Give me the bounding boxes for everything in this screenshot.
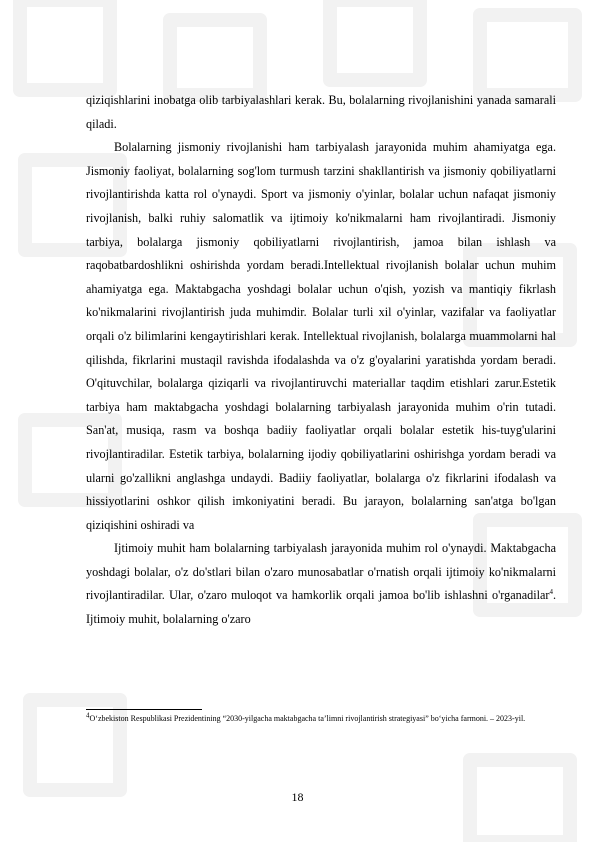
paragraph-continuation: qiziqishlarini inobatga olib tarbiyalashlari kerak. Bu, bolalarning rivojlanishini yanada samarali qiladi.	[86, 93, 556, 131]
paragraph-development: Bolalarning jismoniy rivojlanishi ham tarbiyalash jarayonida muhim ahamiyatga ega. Jismoniy faoliyat, bolalarning sog'lom turmush tarzini shakllantirish va jismoniy qobiliyatlarni rivojlantirishda katta rol o'ynaydi. Sport va jismoniy o'yinlar, bolalar uchun nafaqat jismoniy rivojlanish, balki ruhiy salomatlik va ijtimoiy ko'nikmalarni ham rivojlantiradi. Jismoniy tarbiya, bolalarga jismoniy qobiliyatlarni rivojlantirish, jamoa bilan ishlash va raqobatbardoshlikni oshirishda yordam beradi.Intellektual rivojlanish bolalar uchun muhim ahamiyatga ega. Maktabgacha yoshdagi bolalar uchun o'qish, yozish va mantiqiy fikrlash ko'nikmalarini rivojlantirish juda muhimdir. Bolalar turli xil o'yinlar, vazifalar va faoliyatlar orqali o'z bilimlarini kengaytirishlari kerak. Intellektual rivojlanish, bolalarga muammolarni hal qilishda, fikrlarini mustaqil ravishda ifodalashda va o'z g'oyalarini yaratishda yordam beradi. O'qituvchilar, bolalarga qiziqarli va rivojlantiruvchi materiallar taqdim etishlari zarur.Estetik tarbiya ham maktabgacha yoshdagi bolalarning tarbiyalash jarayonida muhim o'rin tutadi. San'at, musiqa, rasm va boshqa badiiy faoliyatlar orqali bolalar estetik his-tuyg'ularini rivojlantiradilar. Estetik tarbiya, bolalarning ijodiy qobiliyatlarini oshirishga yordam beradi va ularni go'zallikni anglashga undaydi. Badiiy faoliyatlar, bolalarga o'z fikrlarini ifodalash va hissiyotlarini oshkor qilish imkoniyatini beradi. Bu jarayon, bolalarning san'atga bo'lgan qiziqishini oshiradi va	[86, 140, 556, 532]
footnote-divider	[86, 709, 202, 710]
paragraph-social-environment	[86, 537, 556, 631]
footnote-reference[interactable]: 4	[549, 588, 553, 597]
paragraph-social-text: Ijtimoiy muhit ham bolalarning tarbiyalash jarayonida muhim rol o'ynaydi. Maktabgacha yoshdagi bolalar, o'z do'stlari bilan o'zaro munosabatlar o'rnatish orqali ijtimoiy ko'nikmalarni rivojlantiradilar. Ular, o'zaro muloqot va hamkorlik orqali jamoa bo'lib ishlashni o'rganadilar	[86, 541, 556, 603]
footnote-text: O‘zbekiston Respublikasi Prezidentining “2030-yilgacha maktabgacha ta’limni rivojlantirish strategiyasi” bo‘yicha farmoni. – 2023-yil.	[89, 714, 526, 723]
footnote	[86, 712, 561, 725]
body-text	[86, 89, 556, 632]
page-number: 18	[291, 790, 304, 804]
footnote-marker: 4	[86, 711, 90, 720]
paragraph-social-text-end: . Ijtimoiy muhit, bolalarning o'zaro	[86, 588, 556, 627]
